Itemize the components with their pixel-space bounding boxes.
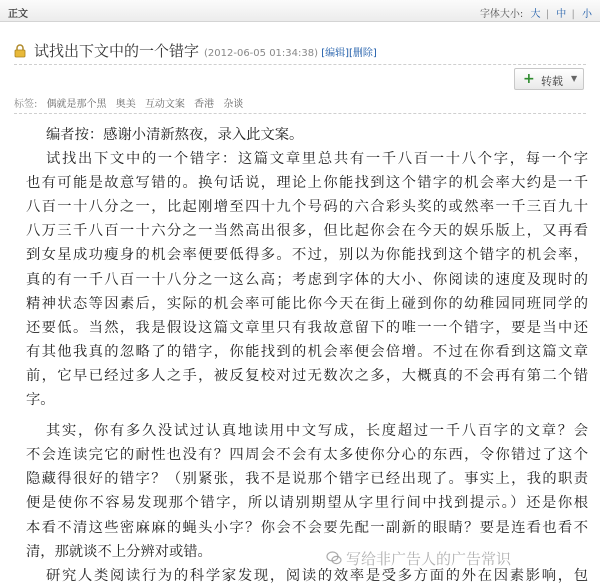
top-toolbar [0,0,600,22]
separator: | [571,9,575,20]
tag-link[interactable]: 杂谈 [223,99,244,110]
delete-link[interactable]: [删除] [349,48,377,59]
article-line: 清，那就谈不上分辨对或错。 [26,543,212,560]
tag-link[interactable]: 互动文案 [144,99,185,110]
font-size-large-link[interactable]: 大 [530,9,541,20]
article-line: 还要低。当然，我是假设这篇文章里只有我故意留下的唯一一个错字，要是当中还 [26,319,588,336]
article-line: 真的有一千八百一十八分之一这么高；考虑到字体的大小、你阅读的速度及现时的 [26,271,588,288]
article-line: 不会连读完它的耐性也没有？四周会不会有太多使你分心的东西，令你错过了这个 [26,447,588,464]
font-size-controls [476,5,592,20]
section-label: 正文 [8,9,28,20]
article-line: 其实，你有多久没试过认真地读用中文写成，长度超过一千八百字的文章？会 [46,423,588,440]
font-size-label: 字体大小: [479,9,524,20]
tag-link[interactable]: 香港 [194,99,215,110]
watermark [326,548,594,568]
post-timestamp: (2012-06-05 01:34:38) [204,48,319,59]
article-line: 到女星成功瘦身的机会率便要低得多。不过，别以为你能找到这个错字的机会率， [26,247,588,264]
post-meta [204,44,377,59]
tags-label: 标签: [14,99,38,110]
tag-link[interactable]: 奥美 [115,99,136,110]
article-line: 隐藏得很好的错字？（别紧张，我不是说那个错字已经出现了。事实上，我的职责 [26,471,588,488]
article-line: 八百一十八分之一，比起刚增至四十九个号码的六合彩头奖的或然率一千三百九十 [26,199,588,216]
page-title: 试找出下文中的一个错字 [34,42,200,60]
font-size-medium-link[interactable]: 中 [556,9,567,20]
article-line: 字。 [26,392,55,409]
share-button[interactable] [514,68,584,90]
article-line: 编者按：感谢小清新熬夜，录入此文案。 [46,127,304,143]
divider [14,64,586,65]
chevron-down-icon: ▼ [571,74,578,83]
article-line: 精神状态等因素后，实际的机会率可能比你今天在街上碰到你的幼稚园同班同学的 [26,295,588,312]
share-button-label: 转载 [541,75,563,88]
tags-row [14,95,243,110]
watermark-text: 写给非广告人的广告常识 [346,550,512,568]
article-line: 研究人类阅读行为的科学家发现，阅读的效率是受多方面的外在因素影响，包 [46,567,588,584]
article-line: 有其他我真的忽略了的错字，你能找到的机会率便会倍增。不过在你看到这篇文章 [26,343,588,360]
plus-icon: + [523,71,535,87]
font-size-small-link[interactable]: 小 [582,9,592,20]
wechat-icon [326,550,342,566]
divider [14,113,586,114]
article-line: 八万三千八百一十六分之一当然高出很多，但比起你会在今天的娱乐版上，又再看 [26,223,588,240]
article-line: 试找出下文中的一个错字：这篇文章里总共有一千八百一十八个字，每一个字 [46,151,588,168]
article-body [26,123,588,585]
lock-icon [14,44,26,58]
article-line: 也有可能是故意写错的。换句话说，理论上你能找到这个错字的机会率大约是一千 [26,175,588,192]
article-line: 前，它早已经过多人之手，被反复校对过无数次之多，大概真的不会再有第二个错 [26,367,588,384]
post-header [14,40,594,64]
article-line: 便是使你不容易发现那个错字，所以请别期望从字里行间中找到提示。）还是你根 [26,495,588,512]
paragraph-gap [26,412,588,419]
separator: | [545,9,550,20]
tag-link[interactable]: 偶就是那个黑 [46,99,107,110]
article-line: 本看不清这些密麻麻的蝇头小字？你会不会要先配一副新的眼睛？要是连看也看不 [26,519,588,536]
edit-link[interactable]: [编辑] [321,48,350,59]
